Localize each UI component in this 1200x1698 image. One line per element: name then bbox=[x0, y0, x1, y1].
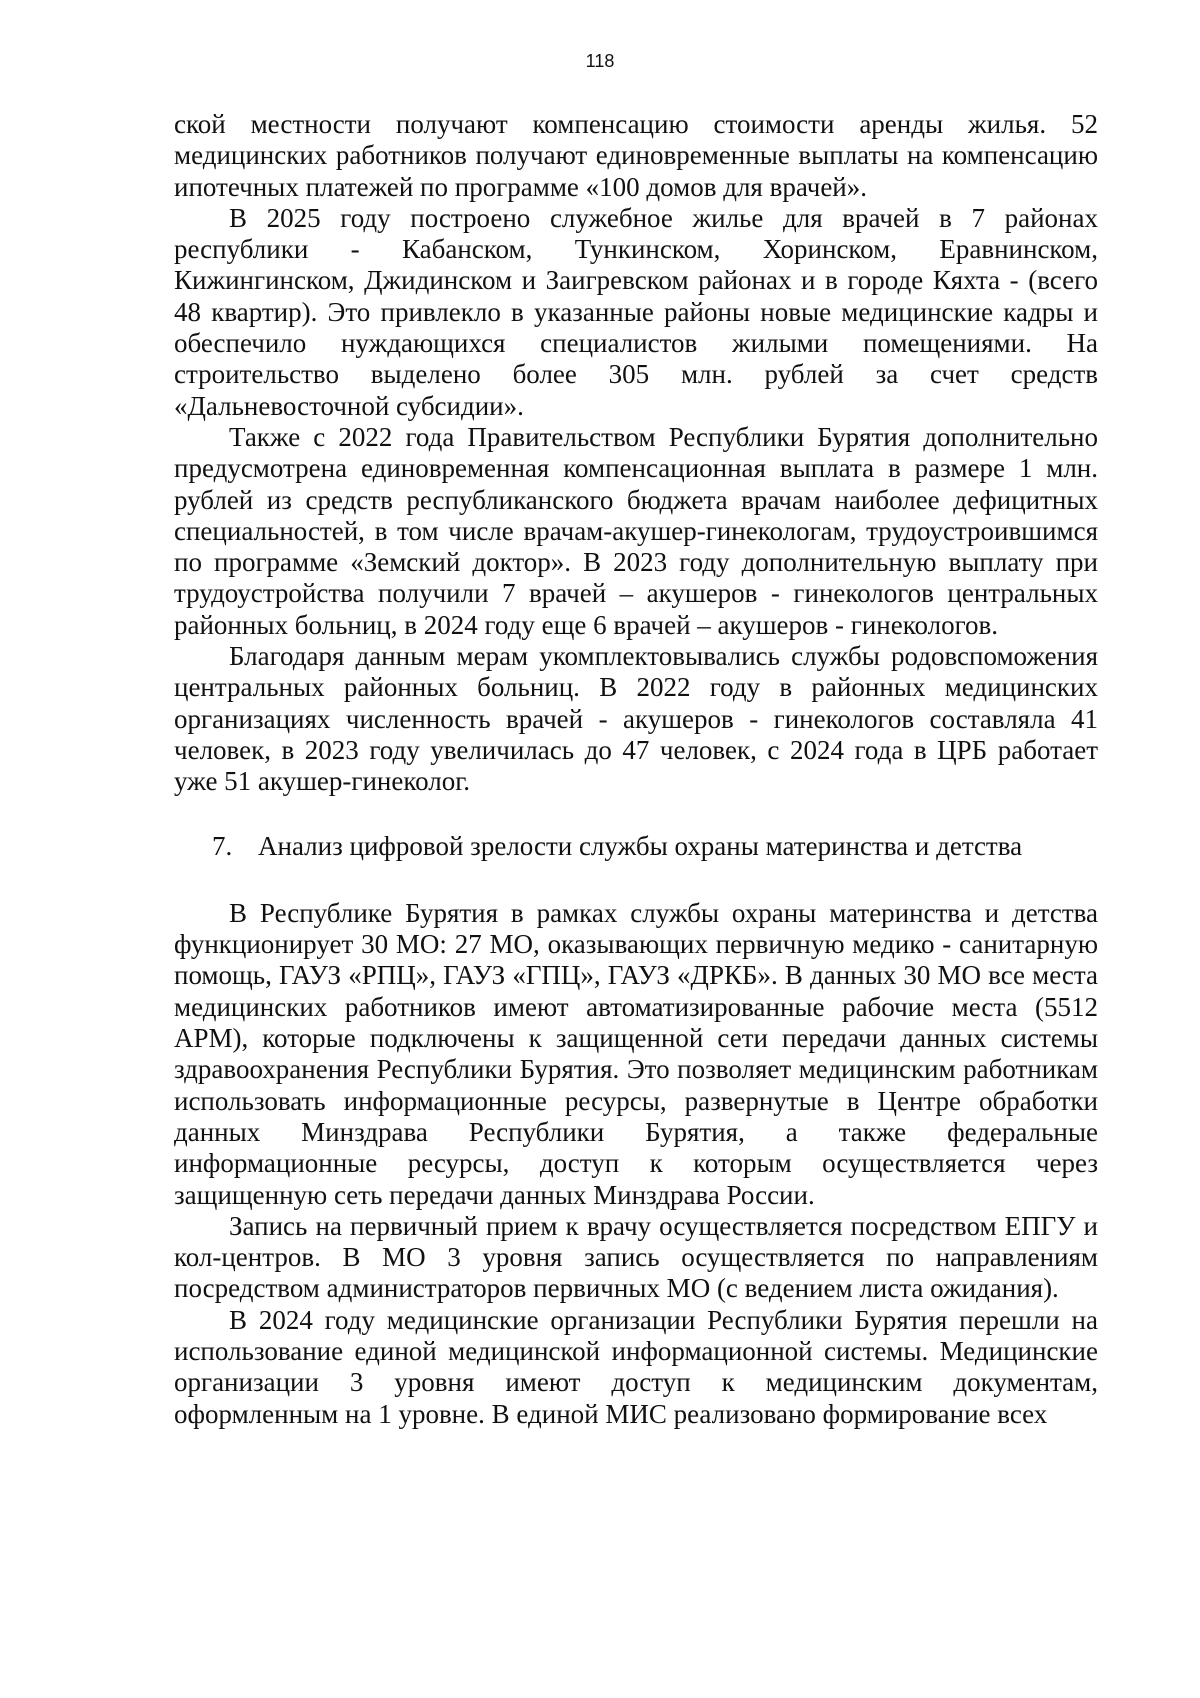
document-body bbox=[174, 109, 1098, 1430]
paragraph-compensation-payment: Также с 2022 года Правительством Республики Бурятия дополнительно предусмотрена единовременная компенсационная выплата в размере 1 млн. рублей из средств республиканского бюджета врачам наиболее дефицитных специальностей, в том числе врачам-акушер-гинекологам, трудоустроившимся по программе «Земский доктор». В 2023 году дополнительную выплату при трудоустройства получили 7 врачей – акушеров - гинекологов центральных районных больниц, в 2024 году еще 6 врачей – акушеров - гинекологов. bbox=[174, 421, 1098, 640]
paragraph-digital-infrastructure: В Республике Бурятия в рамках службы охраны материнства и детства функционирует 30 МО: 27 МО, оказывающих первичную медико - санитарную помощь, ГАУЗ «РПЦ», ГАУЗ «ГПЦ», ГАУЗ «ДРКБ». В данных 30 МО все места медицинских работников имеют автоматизированные рабочие места (5512 АРМ), которые подключены к защищенной сети передачи данных системы здравоохранения Республики Бурятия. Это позволяет медицинским работникам использовать информационные ресурсы, развернутые в Центре обработки данных Минздрава Республики Бурятия, а также федеральные информационные ресурсы, доступ к которым осуществляется через защищенную сеть передачи данных Минздрава России. bbox=[174, 897, 1098, 1210]
paragraph-service-housing: В 2025 году построено служебное жилье для врачей в 7 районах республики - Кабанском, Тункинском, Хоринском, Еравнинском, Кижингинском, Джидинском и Заигревском районах и в городе Кяхта - (всего 48 квартир). Это привлекло в указанные районы новые медицинские кадры и обеспечило нуждающихся специалистов жилыми помещениями. На строительство выделено более 305 млн. рублей за счет средств «Дальневосточной субсидии». bbox=[174, 202, 1098, 421]
paragraph-obstetric-staffing: Благодаря данным мерам укомплектовывались службы родовспоможения центральных районных больниц. В 2022 году в районных медицинских организациях численность врачей - акушеров - гинекологов составляла 41 человек, в 2023 году увеличилась до 47 человек, с 2024 года в ЦРБ работает уже 51 акушер-гинеколог. bbox=[174, 641, 1098, 797]
paragraph-unified-mis: В 2024 году медицинские организации Республики Бурятия перешли на использование единой медицинской информационной системы. Медицинские организации 3 уровня имеют доступ к медицинским документам, оформленным на 1 уровне. В единой МИС реализовано формирование всех bbox=[174, 1304, 1098, 1429]
paragraph-appointment-booking: Запись на первичный прием к врачу осуществляется посредством ЕПГУ и кол-центров. В МО 3 уровня запись осуществляется по направлениям посредством администраторов первичных МО (с ведением листа ожидания). bbox=[174, 1210, 1098, 1304]
section-number: 7. bbox=[212, 830, 233, 861]
page-number: 118 bbox=[585, 51, 615, 71]
section-heading bbox=[174, 831, 1098, 862]
section-title: Анализ цифровой зрелости службы охраны материнства и детства bbox=[258, 830, 1023, 861]
paragraph-housing-compensation: ской местности получают компенсацию стоимости аренды жилья. 52 медицинских работников получают единовременные выплаты на компенсацию ипотечных платежей по программе «100 домов для врачей». bbox=[174, 109, 1098, 202]
